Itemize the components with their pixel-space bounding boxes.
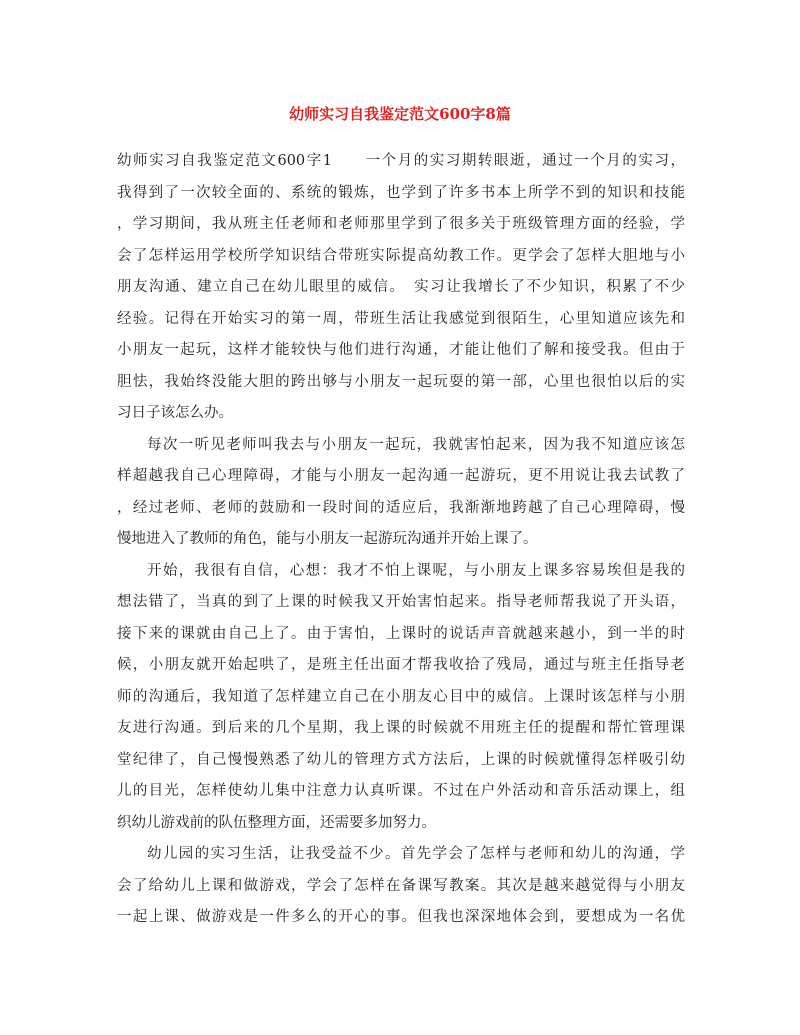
text-line: 会了给幼儿上课和做游戏，学会了怎样在备课写教案。其次是越来越觉得与小朋友	[117, 877, 685, 894]
text-line: 接下来的课就由自己上了。由于害怕，上课时的说话声音就越来越小，到一半的时	[117, 625, 685, 642]
text-line: 胆怯，我始终没能大胆的跨出够与小朋友一起玩耍的第一部，心里也很怕以后的实	[117, 373, 685, 390]
text-line: 开始，我很有自信，心想：我才不怕上课呢，与小朋友上课多容易埃但是我的	[147, 562, 685, 579]
text-line: 堂纪律了，自己慢慢熟悉了幼儿的管理方式方法后，上课的时候就懂得怎样吸引幼	[117, 751, 685, 768]
text-line: 织幼儿游戏前的队伍整理方面，还需要多加努力。	[117, 814, 436, 831]
text-line: 习日子该怎么办。	[117, 405, 233, 421]
text-line: 小朋友一起玩，这样才能较快与他们进行沟通，才能让他们了解和接受我。但由于	[117, 342, 685, 358]
text-line: 候，小朋友就开始起哄了，是班主任出面才帮我收拾了残局，通过与班主任指导老	[117, 657, 685, 673]
document-body	[117, 146, 685, 934]
text-line: ，经过老师、老师的鼓励和一段时间的适应后，我渐渐地跨越了自己心理障碍，慢	[117, 499, 685, 516]
text-line: 一起上课、做游戏是一件多么的开心的事。但我也深深地体会到，要想成为一名优	[117, 909, 685, 925]
text-line: 幼师实习自我鉴定范文600字1 一个月的实习期转眼逝，通过一个月的实习，	[117, 153, 685, 169]
text-line: 幼儿园的实习生活，让我受益不少。首先学会了怎样与老师和幼儿的沟通，学	[147, 846, 685, 862]
text-line: 友进行沟通。到后来的几个星期，我上课的时候就不用班主任的提醒和帮忙管理课	[117, 720, 685, 736]
text-line: 想法错了，当真的到了上课的时候我又开始害怕起来。指导老师帮我说了开头语，	[117, 594, 685, 610]
text-line: 每次一听见老师叫我去与小朋友一起玩，我就害怕起来，因为我不知道应该怎	[147, 436, 685, 453]
text-line: 慢地进入了教师的角色，能与小朋友一起游玩沟通并开始上课了。	[117, 531, 538, 547]
text-line: 师的沟通后，我知道了怎样建立自己在小朋友心目中的威信。上课时该怎样与小朋	[117, 688, 685, 705]
text-line: 会了怎样运用学校所学知识结合带班实际提高幼教工作。更学会了怎样大胆地与小	[117, 247, 685, 264]
text-line: 朋友沟通、建立自己在幼儿眼里的威信。 实习让我增长了不少知识，积累了不少	[117, 279, 685, 295]
text-line: 我得到了一次较全面的、系统的锻炼，也学到了许多书本上所学不到的知识和技能	[117, 184, 685, 201]
text-line: ，学习期间，我从班主任老师和老师那里学到了很多关于班级管理方面的经验，学	[117, 216, 685, 232]
text-line: 经验。记得在开始实习的第一周，带班生活让我感觉到很陌生，心里知道应该先和	[117, 310, 685, 327]
text-line: 样超越我自己心理障碍，才能与小朋友一起沟通一起游玩，更不用说让我去试教了	[117, 468, 685, 484]
text-line: 儿的目光，怎样使幼儿集中注意力认真听课。不过在户外活动和音乐活动课上，组	[117, 783, 685, 799]
document-title: 幼师实习自我鉴定范文600字8篇	[289, 105, 511, 123]
